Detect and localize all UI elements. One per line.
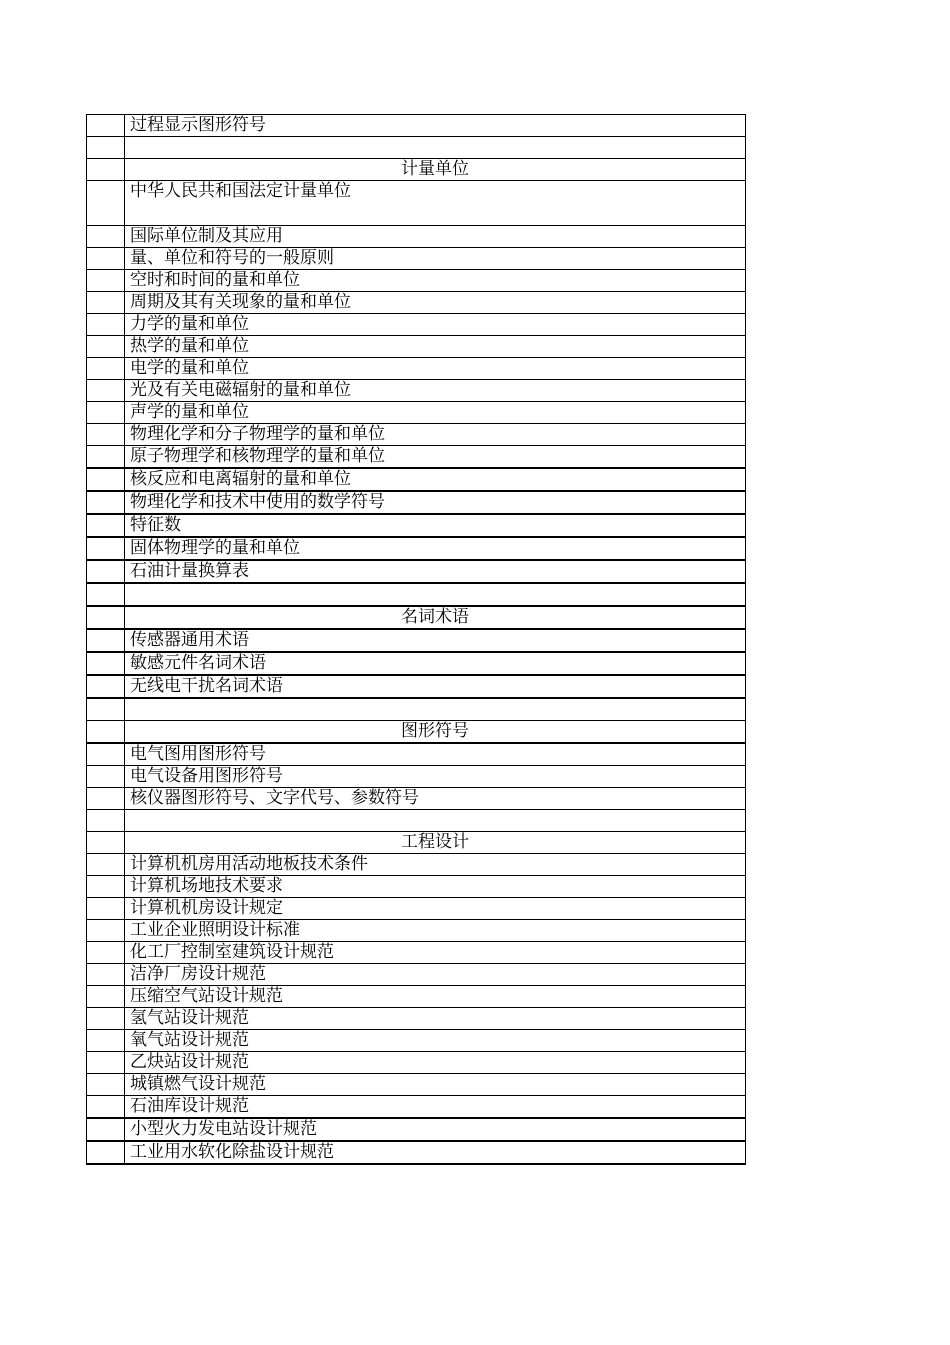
- standard-name-cell: 传感器通用术语: [125, 629, 746, 652]
- standard-name-cell: 周期及其有关现象的量和单位: [125, 292, 746, 314]
- index-cell: [87, 788, 125, 810]
- section-title: 名词术语: [125, 606, 746, 629]
- index-cell: [87, 560, 125, 583]
- index-cell: [87, 137, 125, 159]
- standard-name-cell: 电气设备用图形符号: [125, 766, 746, 788]
- standard-name-cell: 计算机机房用活动地板技术条件: [125, 854, 746, 876]
- index-cell: [87, 380, 125, 402]
- table-row: [87, 788, 746, 810]
- table-row: [87, 986, 746, 1008]
- table-row: [87, 358, 746, 380]
- index-cell: [87, 402, 125, 424]
- table-body: [87, 115, 746, 1165]
- index-cell: [87, 270, 125, 292]
- index-cell: [87, 1096, 125, 1119]
- blank-row: [87, 698, 746, 721]
- standard-name-cell: 过程显示图形符号: [125, 115, 746, 137]
- table-row: [87, 743, 746, 766]
- standard-name-cell: 固体物理学的量和单位: [125, 537, 746, 560]
- standard-name-cell: 无线电干扰名词术语: [125, 675, 746, 698]
- standard-name-cell: 核仪器图形符号、文字代号、参数符号: [125, 788, 746, 810]
- table-row: [87, 292, 746, 314]
- index-cell: [87, 1008, 125, 1030]
- table-row: [87, 876, 746, 898]
- standard-name-cell: 敏感元件名词术语: [125, 652, 746, 675]
- table-row: [87, 402, 746, 424]
- section-header-row: [87, 159, 746, 181]
- index-cell: [87, 606, 125, 629]
- index-cell: [87, 652, 125, 675]
- index-cell: [87, 942, 125, 964]
- standard-name-cell: 氧气站设计规范: [125, 1030, 746, 1052]
- index-cell: [87, 986, 125, 1008]
- standard-name-cell: 工业企业照明设计标准: [125, 920, 746, 942]
- standard-name-cell: 物理化学和分子物理学的量和单位: [125, 424, 746, 446]
- index-cell: [87, 898, 125, 920]
- table-row: [87, 920, 746, 942]
- table-row: [87, 1118, 746, 1141]
- index-cell: [87, 721, 125, 744]
- index-cell: [87, 1141, 125, 1164]
- table-row: [87, 854, 746, 876]
- index-cell: [87, 920, 125, 942]
- table-row: [87, 1141, 746, 1164]
- standard-name-cell: 小型火力发电站设计规范: [125, 1118, 746, 1141]
- table-row: [87, 248, 746, 270]
- table-row: [87, 514, 746, 537]
- standard-name-cell: 特征数: [125, 514, 746, 537]
- blank-row: [87, 137, 746, 159]
- index-cell: [87, 1030, 125, 1052]
- index-cell: [87, 181, 125, 226]
- table-row: [87, 380, 746, 402]
- index-cell: [87, 1052, 125, 1074]
- table-row: [87, 115, 746, 137]
- table-row: [87, 424, 746, 446]
- index-cell: [87, 358, 125, 380]
- table-row: [87, 336, 746, 358]
- table-row: [87, 491, 746, 514]
- standard-name-cell: 石油库设计规范: [125, 1096, 746, 1119]
- standard-name-cell: 热学的量和单位: [125, 336, 746, 358]
- index-cell: [87, 446, 125, 469]
- standard-name-cell: 声学的量和单位: [125, 402, 746, 424]
- index-cell: [87, 159, 125, 181]
- index-cell: [87, 115, 125, 137]
- index-cell: [87, 854, 125, 876]
- section-header-row: [87, 721, 746, 744]
- index-cell: [87, 1118, 125, 1141]
- index-cell: [87, 876, 125, 898]
- standard-name-cell: [125, 698, 746, 721]
- table-row: [87, 675, 746, 698]
- standard-name-cell: 氢气站设计规范: [125, 1008, 746, 1030]
- blank-row: [87, 583, 746, 606]
- table-row: [87, 446, 746, 469]
- standard-name-cell: 原子物理学和核物理学的量和单位: [125, 446, 746, 469]
- index-cell: [87, 1074, 125, 1096]
- standard-name-cell: 电学的量和单位: [125, 358, 746, 380]
- standard-name-cell: 城镇燃气设计规范: [125, 1074, 746, 1096]
- table-row: [87, 181, 746, 226]
- index-cell: [87, 248, 125, 270]
- table-row: [87, 898, 746, 920]
- index-cell: [87, 810, 125, 832]
- table-row: [87, 1052, 746, 1074]
- standard-name-cell: 光及有关电磁辐射的量和单位: [125, 380, 746, 402]
- index-cell: [87, 583, 125, 606]
- section-title: 工程设计: [125, 832, 746, 854]
- standard-name-cell: 化工厂控制室建筑设计规范: [125, 942, 746, 964]
- table-row: [87, 314, 746, 336]
- index-cell: [87, 491, 125, 514]
- index-cell: [87, 226, 125, 248]
- standard-name-cell: 计算机场地技术要求: [125, 876, 746, 898]
- section-title: 图形符号: [125, 721, 746, 744]
- standard-name-cell: 中华人民共和国法定计量单位: [125, 181, 746, 226]
- standard-name-cell: 空时和时间的量和单位: [125, 270, 746, 292]
- table-row: [87, 468, 746, 491]
- standard-name-cell: 压缩空气站设计规范: [125, 986, 746, 1008]
- standard-name-cell: 乙炔站设计规范: [125, 1052, 746, 1074]
- table-row: [87, 270, 746, 292]
- index-cell: [87, 336, 125, 358]
- standard-name-cell: [125, 583, 746, 606]
- index-cell: [87, 537, 125, 560]
- section-title: 计量单位: [125, 159, 746, 181]
- table-row: [87, 1030, 746, 1052]
- index-cell: [87, 964, 125, 986]
- blank-row: [87, 810, 746, 832]
- index-cell: [87, 766, 125, 788]
- standard-name-cell: [125, 810, 746, 832]
- standard-name-cell: 量、单位和符号的一般原则: [125, 248, 746, 270]
- standards-table: [86, 114, 746, 1165]
- table-row: [87, 226, 746, 248]
- table-row: [87, 942, 746, 964]
- standard-name-cell: 国际单位制及其应用: [125, 226, 746, 248]
- section-header-row: [87, 606, 746, 629]
- table-row: [87, 964, 746, 986]
- section-header-row: [87, 832, 746, 854]
- index-cell: [87, 292, 125, 314]
- index-cell: [87, 743, 125, 766]
- index-cell: [87, 832, 125, 854]
- standard-name-cell: 力学的量和单位: [125, 314, 746, 336]
- table-row: [87, 1008, 746, 1030]
- standard-name-cell: 物理化学和技术中使用的数学符号: [125, 491, 746, 514]
- standard-name-cell: 工业用水软化除盐设计规范: [125, 1141, 746, 1164]
- index-cell: [87, 629, 125, 652]
- table-row: [87, 1096, 746, 1119]
- index-cell: [87, 698, 125, 721]
- standard-name-cell: [125, 137, 746, 159]
- table-row: [87, 766, 746, 788]
- index-cell: [87, 424, 125, 446]
- table-row: [87, 560, 746, 583]
- index-cell: [87, 468, 125, 491]
- standard-name-cell: 石油计量换算表: [125, 560, 746, 583]
- index-cell: [87, 514, 125, 537]
- table-row: [87, 629, 746, 652]
- index-cell: [87, 675, 125, 698]
- index-cell: [87, 314, 125, 336]
- standard-name-cell: 洁净厂房设计规范: [125, 964, 746, 986]
- standard-name-cell: 核反应和电离辐射的量和单位: [125, 468, 746, 491]
- standard-name-cell: 电气图用图形符号: [125, 743, 746, 766]
- table-row: [87, 652, 746, 675]
- standard-name-cell: 计算机机房设计规定: [125, 898, 746, 920]
- table-row: [87, 537, 746, 560]
- table-row: [87, 1074, 746, 1096]
